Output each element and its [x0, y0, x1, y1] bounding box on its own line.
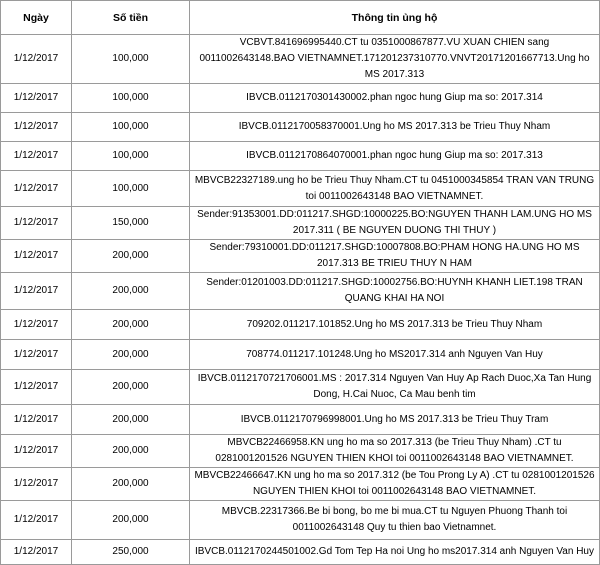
row-amount: 200,000	[72, 370, 190, 405]
row-info: VCBVT.841696995440.CT tu 0351000867877.VU XUAN CHIEN sang 0011002643148.BAO VIETNAMNET.171201237310770.VNVT20171201667713.Ung ho MS 2017.313	[190, 35, 600, 84]
row-info: 709202.011217.101852.Ung ho MS 2017.313 be Trieu Thuy Nham	[190, 310, 600, 340]
table-row	[1, 207, 600, 240]
row-info: IBVCB.0112170244501002.Gd Tom Tep Ha noi Ung ho ms2017.314 anh Nguyen Van Huy	[190, 540, 600, 565]
header-amount: Số tiền	[72, 1, 190, 35]
table-row	[1, 405, 600, 435]
row-amount: 200,000	[72, 273, 190, 310]
row-date: 1/12/2017	[1, 468, 72, 501]
row-info: Sender:79310001.DD:011217.SHGD:10007808.BO:PHAM HONG HA.UNG HO MS 2017.313 BE TRIEU THUY N HAM	[190, 240, 600, 273]
row-info: MBVCB22327189.ung ho be Trieu Thuy Nham.CT tu 0451000345854 TRAN VAN TRUNG toi 0011002643148 BAO VIETNAMNET.	[190, 171, 600, 207]
header-info: Thông tin ủng hộ	[190, 1, 600, 35]
row-date: 1/12/2017	[1, 35, 72, 84]
row-info: IBVCB.0112170058370001.Ung ho MS 2017.313 be Trieu Thuy Nham	[190, 113, 600, 142]
row-date: 1/12/2017	[1, 340, 72, 370]
row-info: IBVCB.0112170796998001.Ung ho MS 2017.313 be Trieu Thuy Tram	[190, 405, 600, 435]
table-row	[1, 468, 600, 501]
row-date: 1/12/2017	[1, 435, 72, 468]
row-amount: 250,000	[72, 540, 190, 565]
row-amount: 200,000	[72, 310, 190, 340]
row-amount: 100,000	[72, 113, 190, 142]
table-row	[1, 171, 600, 207]
table-row	[1, 501, 600, 540]
row-info: IBVCB.0112170721706001.MS : 2017.314 Nguyen Van Huy Ap Rach Duoc,Xa Tan Hung Dong, H.Cai Nuoc, Ca Mau benh tim	[190, 370, 600, 405]
row-info: Sender:01201003.DD:011217.SHGD:10002756.BO:HUYNH KHANH LIET.198 TRAN QUANG KHAI HA NOI	[190, 273, 600, 310]
row-date: 1/12/2017	[1, 540, 72, 565]
row-date: 1/12/2017	[1, 207, 72, 240]
row-date: 1/12/2017	[1, 113, 72, 142]
table-row	[1, 340, 600, 370]
row-info: MBVCB.22317366.Be bi bong, bo me bi mua.CT tu Nguyen Phuong Thanh toi 0011002643148 Quy tu thien bao Vietnamnet.	[190, 501, 600, 540]
row-amount: 100,000	[72, 142, 190, 171]
row-amount: 100,000	[72, 171, 190, 207]
row-info: Sender:91353001.DD:011217.SHGD:10000225.BO:NGUYEN THANH LAM.UNG HO MS 2017.311 ( BE NGUYEN DUONG THI THUY )	[190, 207, 600, 240]
row-amount: 100,000	[72, 35, 190, 84]
row-amount: 100,000	[72, 84, 190, 113]
table-row	[1, 310, 600, 340]
table-row	[1, 240, 600, 273]
row-date: 1/12/2017	[1, 405, 72, 435]
table-row	[1, 142, 600, 171]
row-amount: 200,000	[72, 468, 190, 501]
table-row	[1, 84, 600, 113]
row-info: 708774.011217.101248.Ung ho MS2017.314 anh Nguyen Van Huy	[190, 340, 600, 370]
table-row	[1, 435, 600, 468]
row-date: 1/12/2017	[1, 142, 72, 171]
table-row	[1, 273, 600, 310]
row-date: 1/12/2017	[1, 240, 72, 273]
row-date: 1/12/2017	[1, 370, 72, 405]
table-row	[1, 540, 600, 565]
row-info: IBVCB.0112170864070001.phan ngoc hung Giup ma so: 2017.313	[190, 142, 600, 171]
row-amount: 150,000	[72, 207, 190, 240]
row-amount: 200,000	[72, 435, 190, 468]
row-date: 1/12/2017	[1, 273, 72, 310]
header-row	[1, 1, 600, 35]
table-row	[1, 370, 600, 405]
row-date: 1/12/2017	[1, 501, 72, 540]
row-info: IBVCB.0112170301430002.phan ngoc hung Giup ma so: 2017.314	[190, 84, 600, 113]
row-amount: 200,000	[72, 340, 190, 370]
row-date: 1/12/2017	[1, 171, 72, 207]
table-row	[1, 35, 600, 84]
row-date: 1/12/2017	[1, 310, 72, 340]
row-info: MBVCB22466647.KN ung ho ma so 2017.312 (be Tou Prong Ly A) .CT tu 0281001201526 NGUYEN THIEN KHOI toi 0011002643148 BAO VIETNAMNET.	[190, 468, 600, 501]
row-date: 1/12/2017	[1, 84, 72, 113]
row-amount: 200,000	[72, 501, 190, 540]
table-row	[1, 113, 600, 142]
row-amount: 200,000	[72, 405, 190, 435]
header-date: Ngày	[1, 1, 72, 35]
row-amount: 200,000	[72, 240, 190, 273]
row-info: MBVCB22466958.KN ung ho ma so 2017.313 (be Trieu Thuy Nham) .CT tu 0281001201526 NGUYEN THIEN KHOI toi 0011002643148 BAO VIETNAMNET.	[190, 435, 600, 468]
